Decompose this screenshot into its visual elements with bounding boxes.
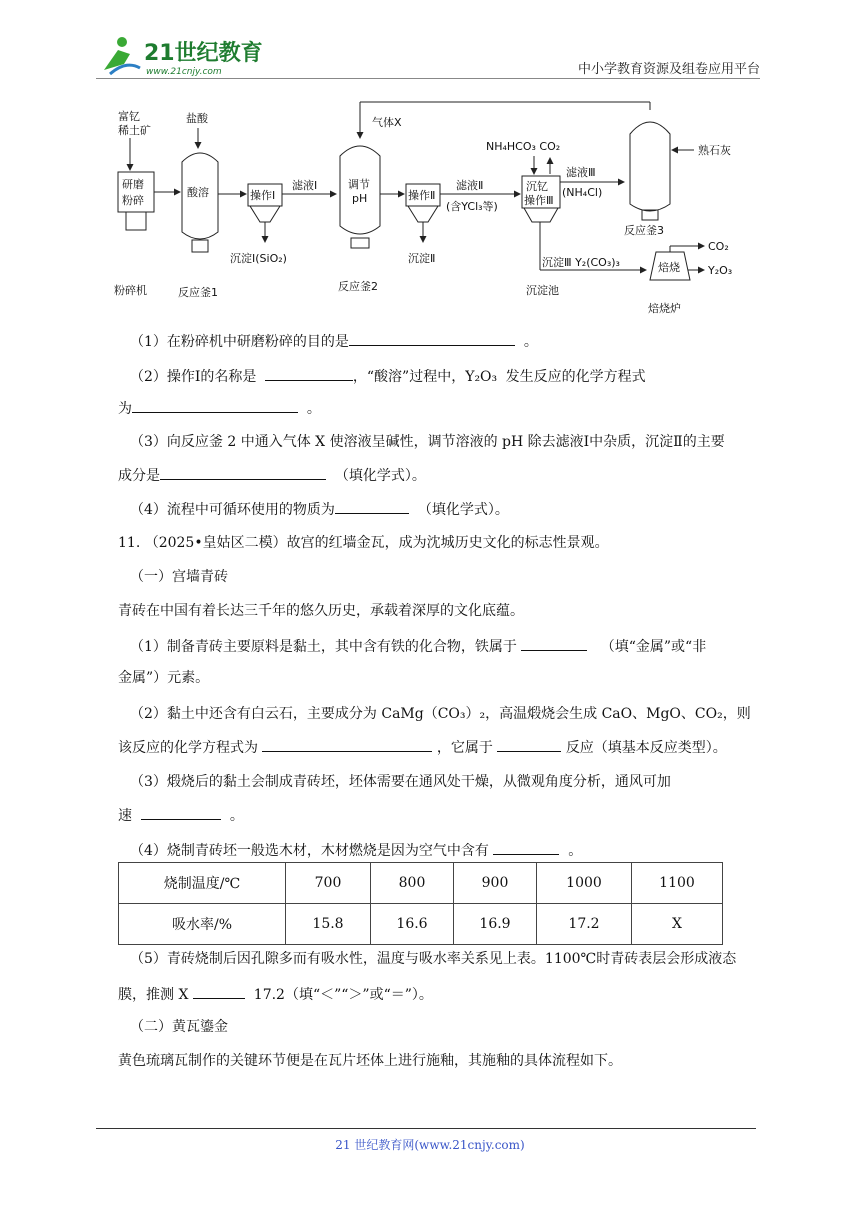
furnace-label: 焙烧 <box>658 261 680 274</box>
question-2-line-1: （2）操作Ⅰ的名称是 ，“酸溶”过程中，Y₂O₃ 发生反应的化学方程式 <box>130 366 780 387</box>
answer-blank-q1[interactable] <box>349 331 515 346</box>
table-cell: 16.6 <box>371 904 454 945</box>
answer-blank-p11-q2-equation[interactable] <box>262 737 432 752</box>
table-cell: 烧制温度/℃ <box>119 863 286 904</box>
process-flow-diagram <box>110 100 750 320</box>
p11-q2-line-1: （2）黏土中还含有白云石，主要成分为 CaMg（CO₃）₂，高温煅烧会生成 CaO、MgO、CO₂，则 <box>130 706 751 722</box>
answer-blank-p11-q3[interactable] <box>141 805 221 820</box>
pool-label-2: 操作Ⅲ <box>524 194 554 207</box>
section-2-title: （二）黄瓦鎏金 <box>130 1019 228 1035</box>
precip2-label: 沉淀Ⅱ <box>408 252 436 265</box>
reagents3-label: NH₄HCO₃ CO₂ <box>486 140 561 153</box>
logo-text: 21世纪教育 <box>144 41 263 66</box>
raw-material-label-1: 富钇 <box>118 110 140 123</box>
raw-material-label-2: 稀土矿 <box>118 124 151 137</box>
answer-blank-p11-q4[interactable] <box>493 840 559 855</box>
p11-q1-line-2: 金属”）元素。 <box>118 670 210 686</box>
table-cell: 800 <box>371 863 454 904</box>
section-2-paragraph: 黄色琉璃瓦制作的关键环节便是在瓦片坯体上进行施釉，其施釉的具体流程如下。 <box>118 1053 622 1069</box>
question-3-line-2: 成分是 （填化学式）。 <box>118 465 768 486</box>
tank1-caption: 反应釜1 <box>178 286 218 299</box>
table-row <box>119 904 723 945</box>
site-logo <box>96 30 266 80</box>
question-1: （1）在粉碎机中研磨粉碎的目的是 。 <box>130 331 780 352</box>
answer-blank-p11-q5[interactable] <box>193 984 245 999</box>
answer-blank-q4[interactable] <box>335 499 409 514</box>
table-cell: 15.8 <box>286 904 371 945</box>
p11-q5-line-1: （5）青砖烧制后因孔隙多而有吸水性，温度与吸水率关系见上表。1100℃时青砖表层会形成液态 <box>130 951 737 967</box>
filtrate2-label: 滤液Ⅱ <box>456 179 484 192</box>
filtrate3-note: (NH₄Cl) <box>562 186 603 199</box>
answer-blank-q2-equation[interactable] <box>132 398 298 413</box>
problem-11-intro: 11. （2025•皇姑区二模）故宫的红墙金瓦，成为沈城历史文化的标志性景观。 <box>118 535 609 551</box>
pool-caption: 沉淀池 <box>526 284 559 297</box>
p11-q4: （4）烧制青砖坯一般选木材，木材燃烧是因为空气中含有 。 <box>130 840 780 861</box>
grinder-caption: 粉碎机 <box>114 284 147 297</box>
precip1-label: 沉淀Ⅰ(SiO₂) <box>230 252 287 265</box>
table-cell: X <box>632 904 723 945</box>
y2o3-label: Y₂O₃ <box>708 264 733 277</box>
answer-blank-p11-q2-type[interactable] <box>497 737 561 752</box>
p11-q3-line-1: （3）煅烧后的黏土会制成青砖坯，坯体需要在通风处干燥，从微观角度分析，通风可加 <box>130 774 671 790</box>
tank2-label-2: pH <box>352 192 368 205</box>
p11-q2-line-2: 该反应的化学方程式为 ，它属于 反应（填基本反应类型）。 <box>118 737 768 758</box>
p11-q5-line-2: 膜，推测 X 17.2（填“＜”“＞”或“＝”）。 <box>118 984 768 1005</box>
pool-label-1: 沉钇 <box>526 180 548 193</box>
co2-label: CO₂ <box>708 240 729 253</box>
hcl-label: 盐酸 <box>186 112 208 125</box>
gas-x-label: 气体X <box>372 116 402 129</box>
p11-q1-line-1: （1）制备青砖主要原料是黏土，其中含有铁的化合物，铁属于 （填“金属”或“非 <box>130 636 780 657</box>
grinder-label-2: 粉碎 <box>122 194 144 207</box>
lime-label: 熟石灰 <box>698 144 731 157</box>
table-cell: 900 <box>454 863 537 904</box>
table-row <box>119 863 723 904</box>
p11-q3-line-2: 速 。 <box>118 805 768 826</box>
tank3-caption: 反应釜3 <box>624 224 664 237</box>
answer-blank-q2-name[interactable] <box>265 366 353 381</box>
table-cell: 17.2 <box>537 904 632 945</box>
op1-label: 操作Ⅰ <box>250 189 276 202</box>
question-3-line-1: （3）向反应釜 2 中通入气体 X 使溶液呈碱性，调节溶液的 pH 除去滤液Ⅰ中杂质，沉淀Ⅱ的主要 <box>130 434 725 450</box>
header-divider <box>96 78 760 79</box>
section-1-title: （一）宫墙青砖 <box>130 569 228 585</box>
tank1-label: 酸溶 <box>187 186 209 199</box>
tank2-caption: 反应釜2 <box>338 280 378 293</box>
op2-label: 操作Ⅱ <box>408 189 436 202</box>
tank2-label-1: 调节 <box>348 178 370 191</box>
table-cell: 吸水率/% <box>119 904 286 945</box>
answer-blank-q3[interactable] <box>160 465 326 480</box>
section-1-paragraph: 青砖在中国有着长达三千年的悠久历史，承载着深厚的文化底蕴。 <box>118 603 524 619</box>
furnace-caption: 焙烧炉 <box>648 302 681 315</box>
filtrate1-label: 滤液Ⅰ <box>292 179 318 192</box>
header-platform-text: 中小学教育资源及组卷应用平台 <box>577 62 760 77</box>
logo-url: www.21cnjy.com <box>146 67 222 77</box>
filtrate3-label: 滤液Ⅲ <box>566 166 596 179</box>
grinder-label-1: 研磨 <box>122 178 144 191</box>
table-cell: 700 <box>286 863 371 904</box>
answer-blank-p11-q1[interactable] <box>521 636 587 651</box>
footer-divider <box>96 1128 756 1129</box>
temperature-absorption-table <box>118 862 723 945</box>
filtrate2-note: (含YCl₃等) <box>446 200 498 213</box>
tank3-vessel <box>630 122 670 211</box>
table-cell: 1000 <box>537 863 632 904</box>
question-4: （4）流程中可循环使用的物质为 （填化学式）。 <box>130 499 780 520</box>
table-cell: 1100 <box>632 863 723 904</box>
table-cell: 16.9 <box>454 904 537 945</box>
footer-text[interactable]: 21 世纪教育网(www.21cnjy.com) <box>335 1138 525 1152</box>
question-2-line-2: 为 。 <box>118 398 768 419</box>
precip3-label: 沉淀Ⅲ Y₂(CO₃)₃ <box>542 256 620 269</box>
